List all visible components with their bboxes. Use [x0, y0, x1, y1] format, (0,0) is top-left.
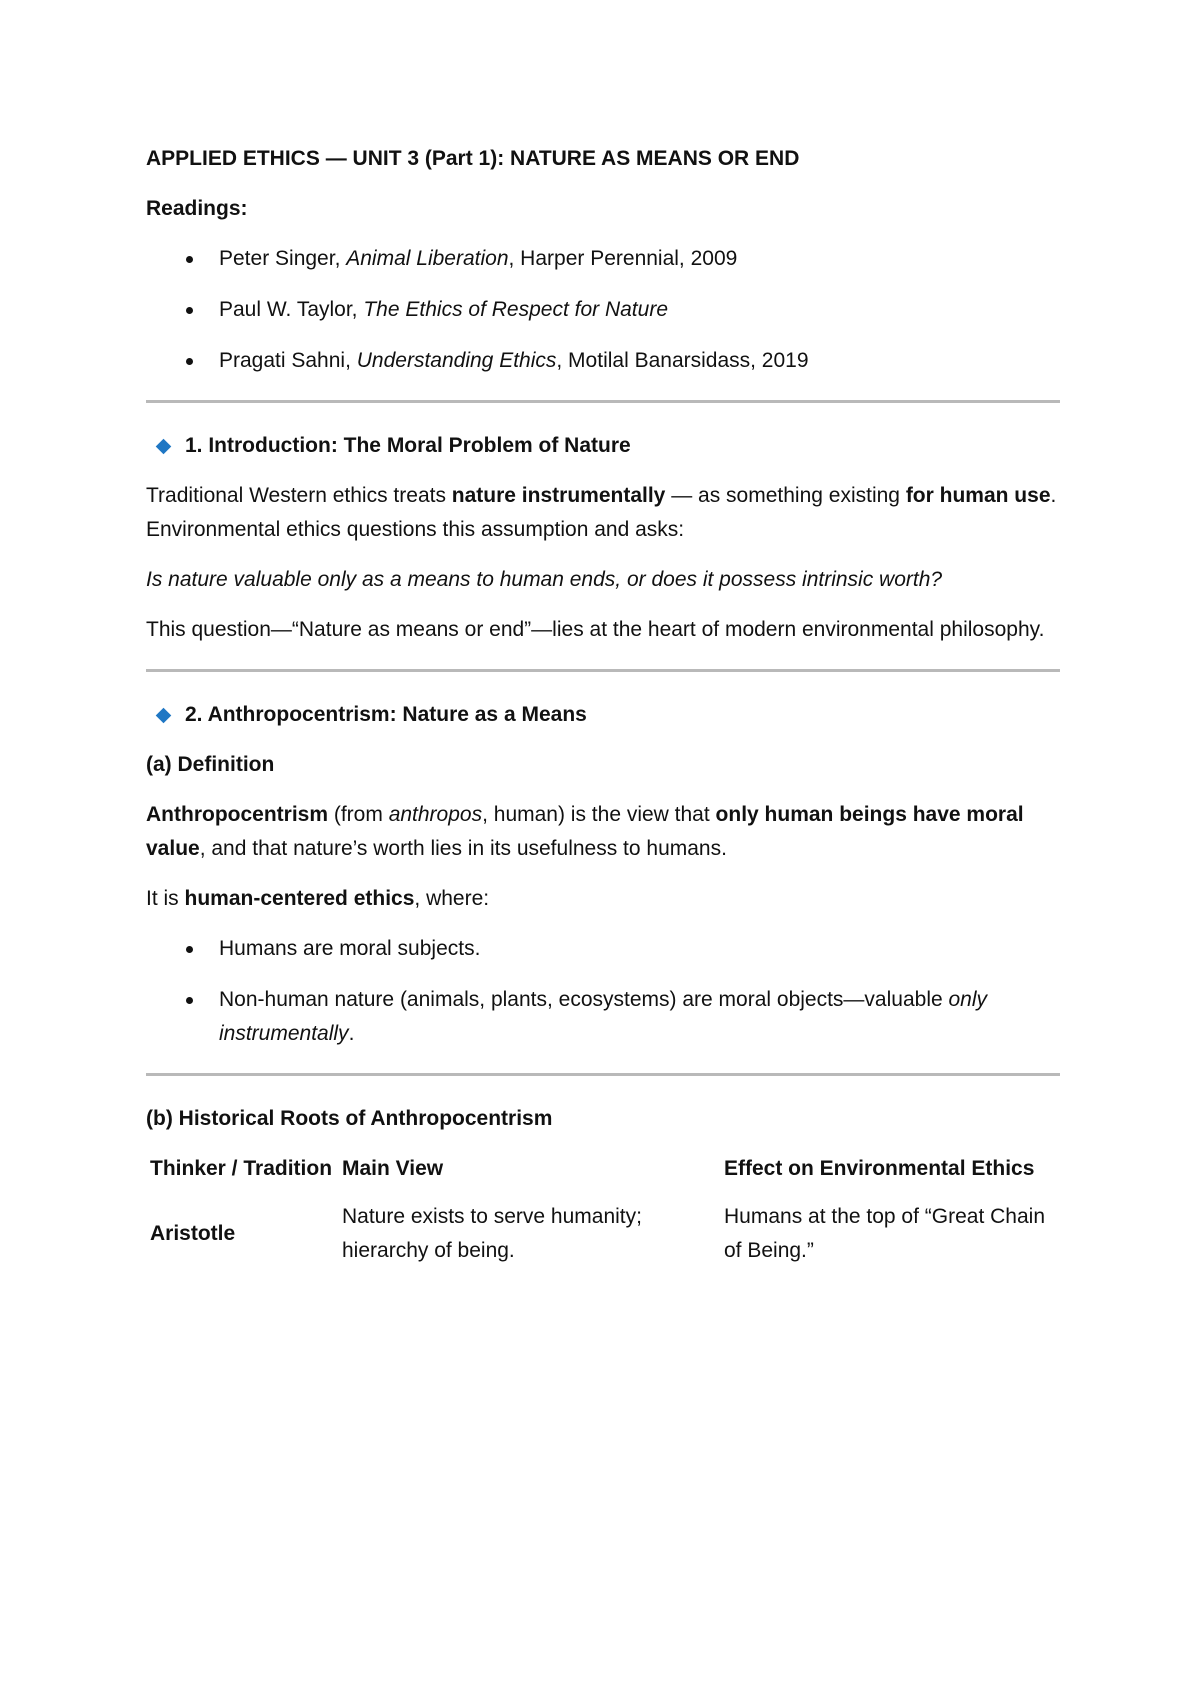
table-cell: Nature exists to serve humanity; hierarchy of being. — [342, 1205, 642, 1262]
table-header-cell: Effect on Environmental Ethics — [724, 1157, 1035, 1180]
reading-item: Peter Singer, Animal Liberation, Harper Perennial, 2009 — [146, 242, 1060, 276]
intro-paragraph: Traditional Western ethics treats nature instrumentally — as something existing for human use. — [146, 484, 1057, 507]
section-1-heading: 1. Introduction: The Moral Problem of Nature — [146, 429, 1060, 463]
section-divider — [146, 669, 1060, 672]
table-cell: Aristotle — [150, 1222, 236, 1245]
list-item: Humans are moral subjects. — [146, 932, 1060, 966]
intro-paragraph-continued: Environmental ethics questions this assumption and asks: — [146, 518, 685, 541]
definition-paragraph: Anthropocentrism (from anthropos, human) is the view that only human beings have moral value, and that nature’s worth lies in its usefulness to humans. — [146, 803, 1024, 860]
diamond-icon — [156, 707, 172, 723]
section-2-heading: 2. Anthropocentrism: Nature as a Means — [146, 698, 1060, 732]
readings-label: Readings: — [146, 197, 248, 220]
section-divider — [146, 400, 1060, 403]
diamond-icon — [156, 438, 172, 454]
human-centered-paragraph: It is human-centered ethics, where: — [146, 887, 490, 910]
document-title: APPLIED ETHICS — UNIT 3 (Part 1): NATURE AS MEANS OR END — [146, 147, 800, 170]
table-header-cell: Thinker / Tradition — [150, 1157, 333, 1180]
reading-item: Paul W. Taylor, The Ethics of Respect for Nature — [146, 293, 1060, 327]
list-item: Non-human nature (animals, plants, ecosystems) are moral objects—valuable only instrumentally. — [146, 983, 1060, 1051]
subheading-historical-roots: (b) Historical Roots of Anthropocentrism — [146, 1107, 553, 1130]
reading-item: Pragati Sahni, Understanding Ethics, Motilal Banarsidass, 2019 — [146, 344, 1060, 378]
table-cell: Humans at the top of “Great Chain of Being.” — [724, 1205, 1045, 1262]
section-divider — [146, 1073, 1060, 1076]
historical-roots-table — [146, 1152, 1060, 1268]
central-question: Is nature valuable only as a means to human ends, or does it possess intrinsic worth? — [146, 568, 943, 591]
subheading-definition: (a) Definition — [146, 753, 275, 776]
readings-list — [146, 242, 1060, 378]
intro-conclusion: This question—“Nature as means or end”—lies at the heart of modern environmental philosophy. — [146, 618, 1045, 641]
table-header-cell: Main View — [342, 1157, 444, 1180]
anthropocentrism-list — [146, 932, 1060, 1051]
